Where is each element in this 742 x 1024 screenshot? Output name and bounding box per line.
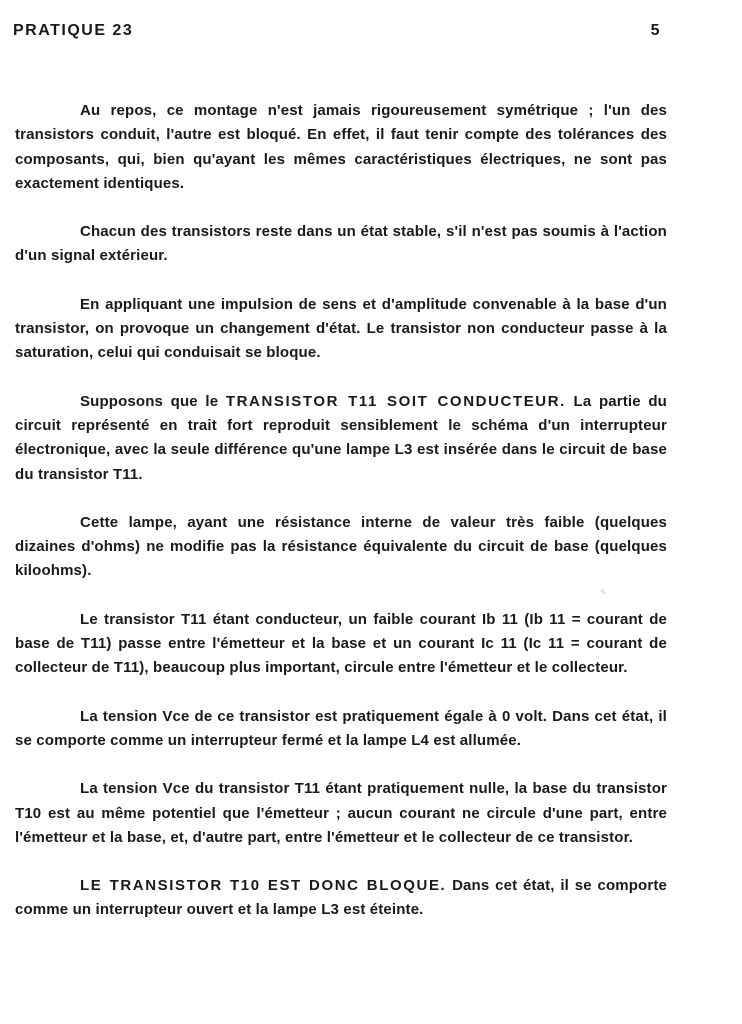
paragraph-text: Dans cet état, il se comporte comme un interrupteur ouvert et la lampe L3 est éteinte. [15,877,667,919]
paragraph-text: Au repos, ce montage n'est jamais rigoureusement symétrique ; l'un des transistors conduit, l'autre est bloqué. En effet, il faut tenir compte des tolérances des composants, qui, bien qu'ayant les mêmes caractéristiques électriques, ne sont pas exactement identiques. [15,102,667,192]
scan-speck: ✎ [600,588,607,597]
paragraph-text: Le transistor T11 étant conducteur, un faible courant Ib 11 (Ib 11 = courant de base de T11) passe entre l'émetteur et la base et un courant Ic 11 (Ic 11 = courant de collecteur de T11), beaucoup plus important, circule entre l'émetteur et le collecteur. [15,610,667,677]
paragraph-text: La partie du circuit représenté en trait fort reproduit sensiblement le schéma d'un interrupteur électronique, avec la seule différence qu'une lampe L3 est insérée dans le circuit de base du transistor T11. [15,392,667,483]
paragraph-currents [15,608,667,681]
paragraph-lead: Supposons que le [80,392,226,410]
page-body [15,99,667,923]
paragraph-t10-base [15,777,667,850]
paragraph-resting-state [15,99,667,196]
paragraph-text: Cette lampe, ayant une résistance interne de valeur très faible (quelques dizaines d'ohms) ne modifie pas la résistance équivalente du circuit de base (quelques kiloohms). [15,513,667,580]
paragraph-t10-blocked [15,874,667,923]
paragraph-impulse [15,293,667,366]
paragraph-text: La tension Vce de ce transistor est pratiquement égale à 0 volt. Dans cet état, il se comporte comme un interrupteur fermé et la lampe L4 est allumée. [15,707,667,749]
running-title: PRATIQUE 23 [13,22,134,39]
paragraph-vce-zero [15,705,667,754]
page-number: 5 [650,22,661,39]
page-header [13,22,661,42]
paragraph-emphasis: TRANSISTOR T11 SOIT CONDUCTEUR. [225,392,566,410]
paragraph-stable-state [15,220,667,269]
paragraph-text: En appliquant une impulsion de sens et d'amplitude convenable à la base d'un transistor, on provoque un changement d'état. Le transistor non conducteur passe à la saturation, celui qui conduisait se bloque. [15,295,667,362]
paragraph-emphasis: LE TRANSISTOR T10 EST DONC BLOQUE. [80,877,447,895]
paragraph-text: Chacun des transistors reste dans un état stable, s'il n'est pas soumis à l'action d'un signal extérieur. [15,223,667,265]
paragraph-t11-conducting [15,390,667,487]
paragraph-lamp [15,511,667,584]
paragraph-text: La tension Vce du transistor T11 étant pratiquement nulle, la base du transistor T10 est au même potentiel que l'émetteur ; aucun courant ne circule d'une part, entre l'émetteur et la base, et, d'autre part, entre l'émetteur et le collecteur de ce transistor. [15,780,667,846]
